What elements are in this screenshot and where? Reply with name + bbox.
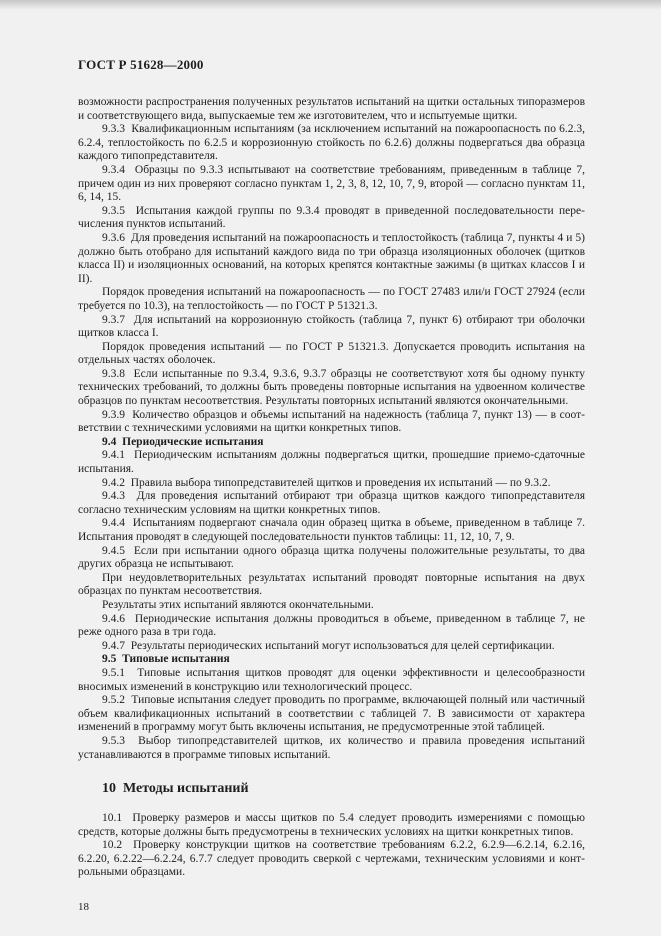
paragraph: Результаты этих испытаний являются окончательными. — [102, 598, 374, 611]
paragraph: 9.3.4 Образцы по 9.3.3 испытывают на соответствие требованиям, приведенным в таблице 7, причем один из них проверяют согласно пунктам 1, 2, 3, 8, 12, 10, 7, 9, второй — согласно пунктам 11, 6, 14, 15. — [78, 163, 585, 204]
content-blocks — [78, 96, 585, 880]
clause-subheading: 9.5 Типовые испытания — [102, 653, 230, 666]
paragraph: 9.4.1 Периодическим испытаниям должны подвергаться щитки, прошедшие приемо-сдаточные испытания. — [78, 449, 585, 476]
document-header: ГОСТ Р 51628—2000 — [78, 57, 204, 72]
page-number: 18 — [78, 901, 89, 914]
paragraph: 9.4.2 Правила выбора типопредставителей щитков и проведения их испытаний — по 9.3.2. — [102, 476, 551, 489]
paragraph: 9.3.6 Для проведения испытаний на пожароопасность и теплостойкость (таблица 7, пункты 4 и 5) должно быть отобрано для испытаний каждого вида по три образца изоляционных оболочек (щитков класса II) и изоляционных оснований, на которых крепятся контактные зажимы (в щитках классов I и II). — [78, 231, 585, 285]
paragraph: 9.3.7 Для испытаний на коррозионную стойкость (таблица 7, пункт 6) отбирают три оболочки щитков класса I. — [78, 313, 585, 340]
paragraph: 9.4.7 Результаты периодических испытаний могут использоваться для целей сертификации. — [102, 639, 555, 652]
paragraph: 10.1 Проверку размеров и массы щитков по 5.4 следует проводить измерениями с помощью средств, которые должны быть предусмотрены в технических условиях на щитки конкретных типов. — [78, 812, 585, 838]
paragraph: 9.5.2 Типовые испытания следует проводить по программе, включающей полный или частичный объем квалификационных испытаний в соответствии с таблицей 7. В зависимости от характера изменений в программу могут быть включены испытания, не предусмотренные этой таблицей. — [78, 694, 585, 734]
paragraph: Порядок проведения испытаний — по ГОСТ Р 51321.3. Допускается проводить испытания на отдельных частях оболочек. — [78, 340, 585, 367]
paragraph: При неудовлетворительных результатах испытаний проводят повторные испытания на двух образцах по пунктам несоответствия. — [78, 571, 585, 598]
paragraph: 10.2 Проверку конструкции щитков на соответствие требованиям 6.2.2, 6.2.9—6.2.14, 6.2.16, 6.2.20, 6.2.22—6.2.24, 6.7.7 следует проводить сверкой с чертежами, техническим условиями и контрольными образцами. — [78, 839, 585, 879]
paragraph: 9.4.5 Если при испытании одного образца щитка получены положительные результаты, то два других образца не испытывают. — [78, 544, 585, 571]
paragraph: Порядок проведения испытаний на пожароопасность — по ГОСТ 27483 или/и ГОСТ 27924 (если требуется по 10.3), на теплостойкость — по ГОСТ Р 51321.3. — [78, 286, 585, 312]
paragraph: 9.3.5 Испытания каждой группы по 9.3.4 проводят в приведенной последовательности перечисления пунктов испытаний. — [78, 204, 585, 231]
paragraph: 9.4.3 Для проведения испытаний отбирают три образца щитков каждого типопредставителя согласно техническим условиям на щитки конкретных типов. — [78, 490, 585, 516]
paragraph: 9.3.8 Если испытанные по 9.3.4, 9.3.6, 9.3.7 образцы не соответствуют хотя бы одному пункту технических требований, то должны быть проведены повторные испытания на удвоенном количестве образцов по пунктам несоответствия. Результаты повторных испытаний являются окончательными. — [78, 367, 585, 408]
paragraph: 9.4.6 Периодические испытания должны проводиться в объеме, приведенном в таблице 7, не реже одного раза в три года. — [78, 612, 585, 639]
paragraph: 9.4.4 Испытаниям подвергают сначала один образец щитка в объеме, приведенном в таблице 7. Испытания проводят в следующей последовательности пунктов таблицы: 11, 12, 10, 7, 9. — [78, 517, 585, 543]
section-heading: 10 Методы испытаний — [102, 781, 249, 797]
paragraph: 9.5.1 Типовые испытания щитков проводят для оценки эффективности и целесообразности вносимых изменений в конструкцию или технологический процесс. — [78, 666, 585, 693]
paragraph: 9.5.3 Выбор типопредставителей щитков, их количество и правила проведения испытаний устанавливаются в программе типовых испытаний. — [78, 734, 585, 761]
paragraph: 9.3.9 Количество образцов и объемы испытаний на надежность (таблица 7, пункт 13) — в соответствии с техническими условиями на щитки конкретных типов. — [78, 408, 585, 435]
paragraph: 9.3.3 Квалификационным испытаниям (за исключением испытаний на пожароопасность по 6.2.3, 6.2.4, теплостойкость по 6.2.5 и коррозионную стойкость по 6.2.6) должны подвергаться два образца каждого типопредставителя. — [78, 123, 585, 163]
clause-subheading: 9.4 Периодические испытания — [102, 435, 264, 448]
paragraph: возможности распространения полученных результатов испытаний на щитки остальных типоразмеров и соответствующего вида, выпускаемые тем же изготовителем, что и испытуемые щитки. — [78, 96, 585, 122]
